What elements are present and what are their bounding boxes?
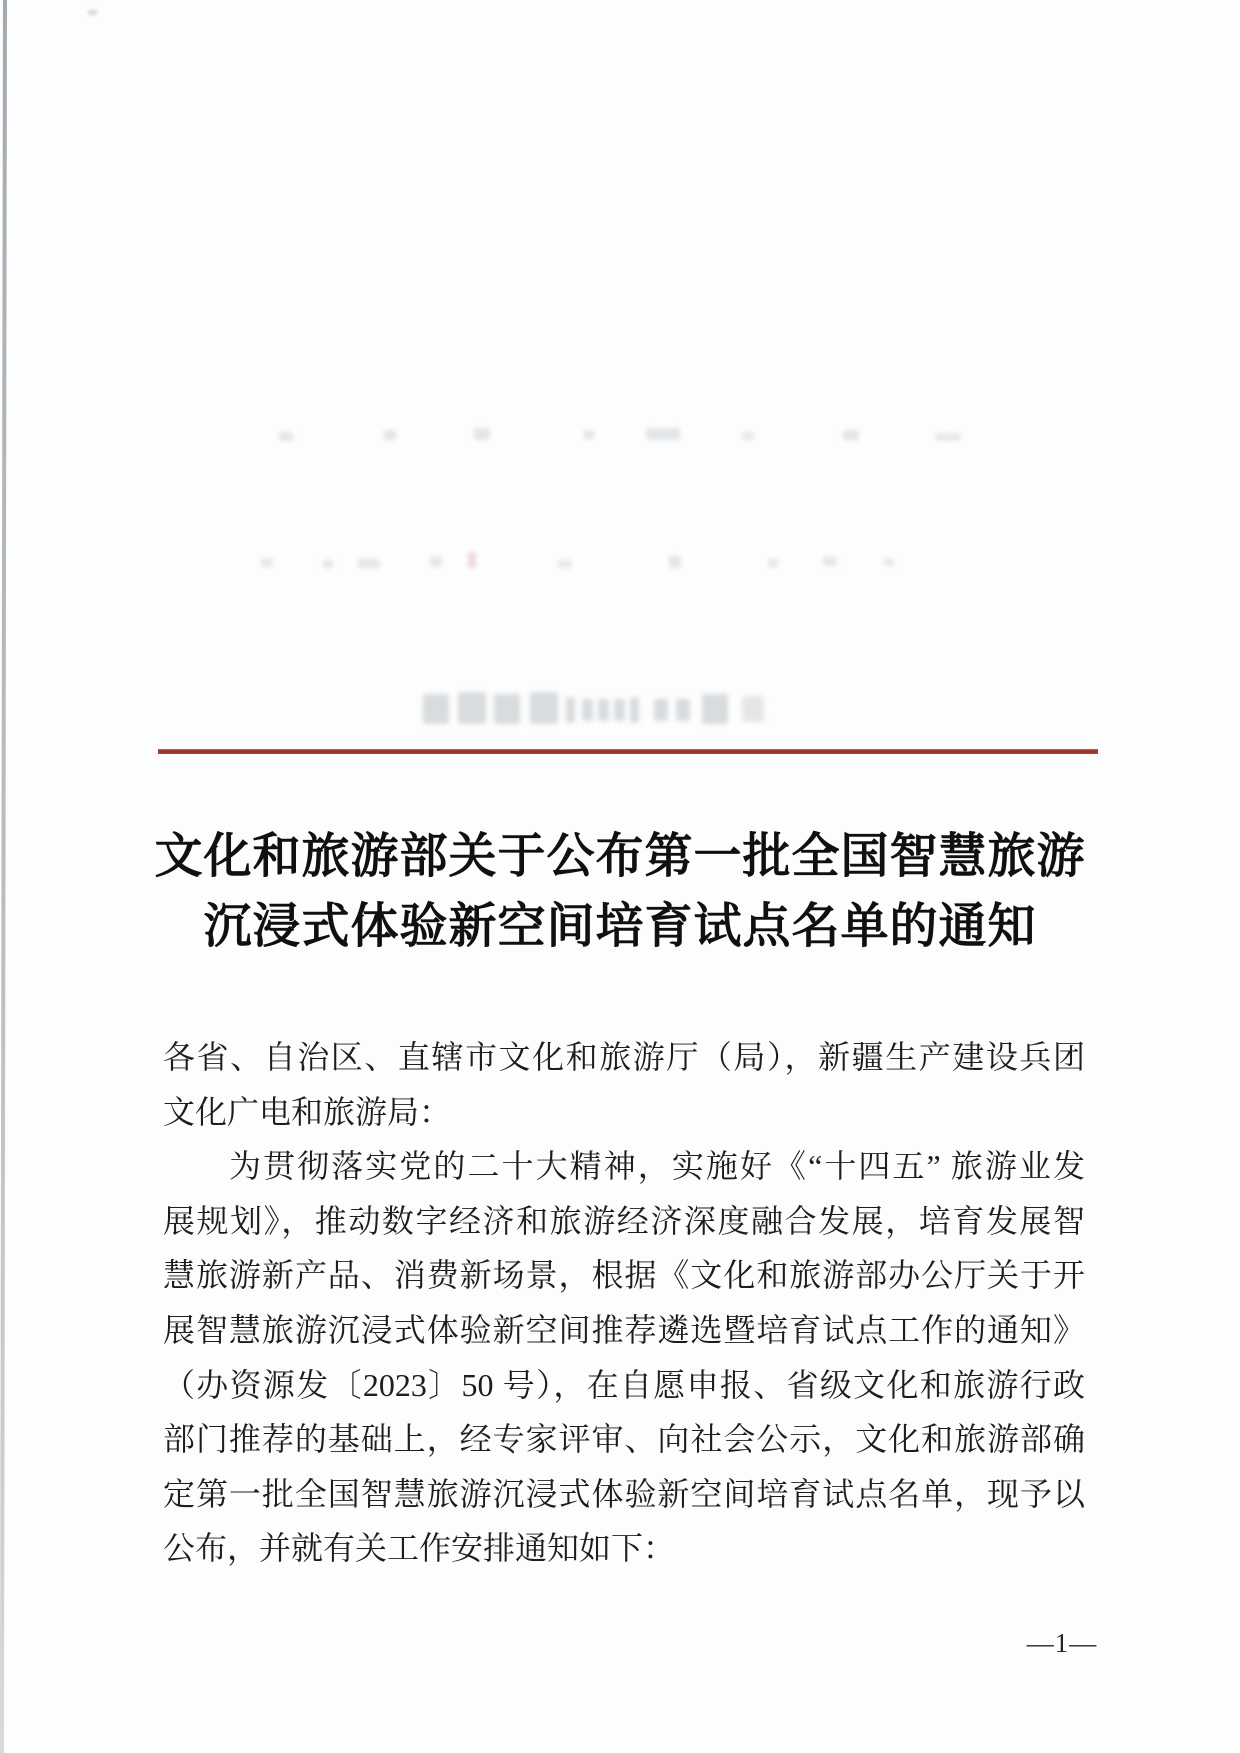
faded-glyph — [654, 699, 668, 721]
body-line: （办资源发〔2023〕50 号），在自愿申报、省级文化和旅游行政 — [163, 1366, 1085, 1403]
faded-glyph — [530, 692, 558, 724]
body-line: 部门推荐的基础上，经专家评审、向社会公示，文化和旅游部确 — [163, 1421, 1085, 1458]
faded-glyph — [566, 697, 575, 723]
body-line: 为贯彻落实党的二十大精神，实施好《“十四五” 旅游业发 — [229, 1148, 1085, 1185]
scan-speck — [358, 559, 380, 568]
scan-speck — [323, 560, 333, 568]
body-line: 定第一批全国智慧旅游沉浸式体验新空间培育试点名单，现予以 — [163, 1475, 1085, 1512]
body-line-salutation2: 文化广电和旅游局： — [163, 1093, 452, 1130]
document-title — [0, 822, 1240, 962]
body-line-salutation: 各省、自治区、直辖市文化和旅游厅（局），新疆生产建设兵团 — [163, 1039, 1085, 1075]
scan-speck — [768, 559, 778, 567]
page-number: —1— — [1026, 1628, 1098, 1658]
body-line: 慧旅游新产品、消费新场景，根据《文化和旅游部办公厅关于开 — [163, 1257, 1085, 1294]
scan-speck — [474, 428, 490, 440]
scan-speck — [430, 557, 442, 567]
faded-glyph — [582, 699, 593, 721]
body-line-closing: 公布，并就有关工作安排通知如下： — [163, 1530, 676, 1567]
scan-speck — [88, 10, 97, 15]
faded-glyph — [423, 694, 449, 724]
document-title-line2: 沉浸式体验新空间培育试点名单的通知 — [203, 900, 1037, 953]
faded-glyph — [702, 694, 728, 724]
document-body — [163, 1030, 1085, 1576]
scan-speck — [823, 557, 837, 566]
faded-glyph — [614, 699, 625, 721]
scan-speck — [843, 430, 859, 440]
scan-speck — [384, 430, 396, 440]
faded-glyph — [742, 696, 764, 722]
faded-glyph — [598, 699, 609, 721]
scan-speck — [669, 556, 681, 568]
scan-speck — [261, 558, 273, 567]
letterhead-divider-line — [158, 749, 1098, 754]
scan-speck — [279, 432, 293, 441]
scan-speck — [935, 433, 961, 441]
faded-glyph — [630, 697, 639, 723]
body-line: 展规划》，推动数字经济和旅游经济深度融合发展，培育发展智 — [163, 1202, 1085, 1239]
scan-speck — [884, 558, 894, 566]
body-line: 展智慧旅游沉浸式体验新空间推荐遴选暨培育试点工作的通知》 — [163, 1311, 1085, 1348]
document-title-line1: 文化和旅游部关于公布第一批全国智慧旅游 — [154, 830, 1086, 883]
scan-speck — [584, 430, 594, 439]
faded-glyph — [494, 694, 520, 724]
scan-speck — [742, 432, 754, 440]
scan-speck — [558, 560, 572, 568]
scan-speck — [646, 428, 680, 440]
scan-speck — [468, 552, 476, 568]
faded-glyph — [458, 692, 486, 724]
faded-glyph — [676, 699, 690, 721]
